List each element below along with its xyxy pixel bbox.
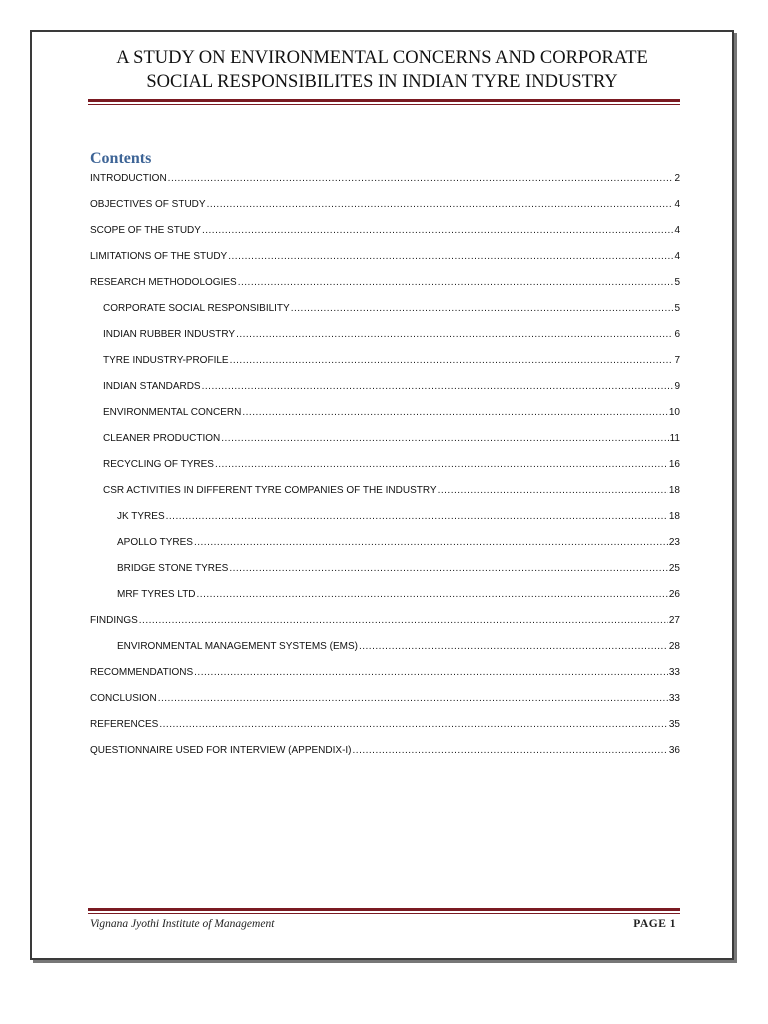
toc-entry-title: CLEANER PRODUCTION	[103, 433, 221, 444]
toc-entry[interactable]	[90, 225, 680, 251]
toc-leader-dots	[197, 589, 668, 600]
toc-entry-page: 18	[668, 485, 680, 496]
toc-entry[interactable]	[90, 615, 680, 641]
toc-entry-title: CORPORATE SOCIAL RESPONSIBILITY	[103, 303, 290, 314]
toc-entry[interactable]	[90, 537, 680, 563]
toc-entry-title: OBJECTIVES OF STUDY	[90, 199, 206, 210]
toc-leader-dots	[242, 407, 668, 418]
header-rule-thin	[88, 104, 680, 105]
toc-entry-title: SCOPE OF THE STUDY	[90, 225, 201, 236]
toc-entry-title: REFERENCES	[90, 719, 159, 730]
toc-entry-page: 9	[674, 381, 680, 392]
toc-entry-page: 27	[668, 615, 680, 626]
toc-leader-dots	[221, 433, 668, 444]
toc-leader-dots	[353, 745, 668, 756]
toc-entry[interactable]	[90, 641, 680, 667]
toc-entry-page: 33	[668, 667, 680, 678]
toc-leader-dots	[215, 459, 668, 470]
toc-entry[interactable]	[90, 459, 680, 485]
title-line-2: SOCIAL RESPONSIBILITES IN INDIAN TYRE INDUSTRY	[146, 72, 618, 92]
toc-entry[interactable]	[90, 589, 680, 615]
toc-entry-title: RECYCLING OF TYRES	[103, 459, 214, 470]
toc-leader-dots	[291, 303, 674, 314]
toc-entry-title: ENVIRONMENTAL CONCERN	[103, 407, 242, 418]
footer-rule-thin	[88, 913, 680, 914]
toc-entry-page: 25	[668, 563, 680, 574]
toc-leader-dots	[166, 511, 668, 522]
toc-entry-page: 4	[674, 251, 680, 262]
footer-page-number: PAGE 1	[633, 918, 676, 930]
toc-entry-page: 33	[668, 693, 680, 704]
toc-leader-dots	[194, 537, 668, 548]
toc-entry-page: 6	[674, 329, 680, 340]
toc-entry[interactable]	[90, 511, 680, 537]
toc-entry-title: ENVIRONMENTAL MANAGEMENT SYSTEMS (EMS)	[117, 641, 358, 652]
toc-entry[interactable]	[90, 667, 680, 693]
toc-entry[interactable]	[90, 485, 680, 511]
toc-entry-title: QUESTIONNAIRE USED FOR INTERVIEW (APPENDIX-I)	[90, 745, 352, 756]
toc-entry-title: INDIAN RUBBER INDUSTRY	[103, 329, 236, 340]
toc-entry-title: APOLLO TYRES	[117, 537, 193, 548]
toc-entry[interactable]	[90, 199, 680, 225]
toc-leader-dots	[238, 277, 674, 288]
toc-entry-page: 36	[668, 745, 680, 756]
toc-entry-title: MRF TYRES LTD	[117, 589, 196, 600]
toc-leader-dots	[168, 173, 674, 184]
toc-entry[interactable]	[90, 433, 680, 459]
toc-entry[interactable]	[90, 303, 680, 329]
toc-entry-page: 7	[674, 355, 680, 366]
toc-leader-dots	[194, 667, 668, 678]
toc-leader-dots	[202, 381, 674, 392]
toc-entry-title: TYRE INDUSTRY-PROFILE	[103, 355, 229, 366]
toc-entry-title: RECOMMENDATIONS	[90, 667, 194, 678]
toc-entry-page: 23	[668, 537, 680, 548]
toc-entry-title: CONCLUSION	[90, 693, 157, 704]
toc-entry[interactable]	[90, 277, 680, 303]
toc-leader-dots	[438, 485, 668, 496]
header-rule-thick	[88, 99, 680, 102]
toc-entry-title: BRIDGE STONE TYRES	[117, 563, 229, 574]
toc-entry-page: 5	[674, 277, 680, 288]
toc-entry[interactable]	[90, 407, 680, 433]
toc-entry[interactable]	[90, 693, 680, 719]
toc-entry-page: 11	[669, 433, 680, 444]
toc-entry-page: 2	[674, 173, 680, 184]
toc-leader-dots	[230, 355, 674, 366]
toc-leader-dots	[236, 329, 673, 340]
toc-entry-page: 10	[668, 407, 680, 418]
toc-entry[interactable]	[90, 329, 680, 355]
toc-leader-dots	[158, 693, 668, 704]
toc-entry[interactable]	[90, 381, 680, 407]
toc-entry-page: 4	[674, 199, 680, 210]
table-of-contents	[90, 173, 680, 771]
toc-entry[interactable]	[90, 745, 680, 771]
toc-entry-page: 18	[668, 511, 680, 522]
toc-entry-title: RESEARCH METHODOLOGIES	[90, 277, 237, 288]
toc-leader-dots	[159, 719, 668, 730]
toc-entry-page: 26	[668, 589, 680, 600]
toc-entry[interactable]	[90, 719, 680, 745]
toc-entry[interactable]	[90, 563, 680, 589]
toc-entry[interactable]	[90, 251, 680, 277]
footer-rule-thick	[88, 908, 680, 911]
contents-heading: Contents	[90, 150, 152, 167]
title-line-1: A STUDY ON ENVIRONMENTAL CONCERNS AND CORPORATE	[116, 48, 648, 68]
toc-entry-title: JK TYRES	[117, 511, 165, 522]
toc-leader-dots	[228, 251, 673, 262]
toc-leader-dots	[207, 199, 674, 210]
document-page	[30, 30, 734, 960]
document-title	[92, 46, 672, 94]
toc-leader-dots	[359, 641, 668, 652]
toc-entry-page: 5	[674, 303, 680, 314]
toc-entry[interactable]	[90, 173, 680, 199]
toc-entry-title: INTRODUCTION	[90, 173, 167, 184]
toc-entry-title: CSR ACTIVITIES IN DIFFERENT TYRE COMPANIES OF THE INDUSTRY	[103, 485, 437, 496]
toc-entry-title: LIMITATIONS OF THE STUDY	[90, 251, 228, 262]
footer-institute: Vignana Jyothi Institute of Management	[90, 918, 275, 930]
toc-leader-dots	[229, 563, 668, 574]
toc-entry-page: 4	[674, 225, 680, 236]
toc-entry-page: 35	[668, 719, 680, 730]
toc-entry-title: INDIAN STANDARDS	[103, 381, 201, 392]
toc-entry-page: 16	[668, 459, 680, 470]
toc-leader-dots	[202, 225, 673, 236]
toc-entry-title: FINDINGS	[90, 615, 138, 626]
toc-leader-dots	[139, 615, 668, 626]
toc-entry[interactable]	[90, 355, 680, 381]
toc-entry-page: 28	[668, 641, 680, 652]
